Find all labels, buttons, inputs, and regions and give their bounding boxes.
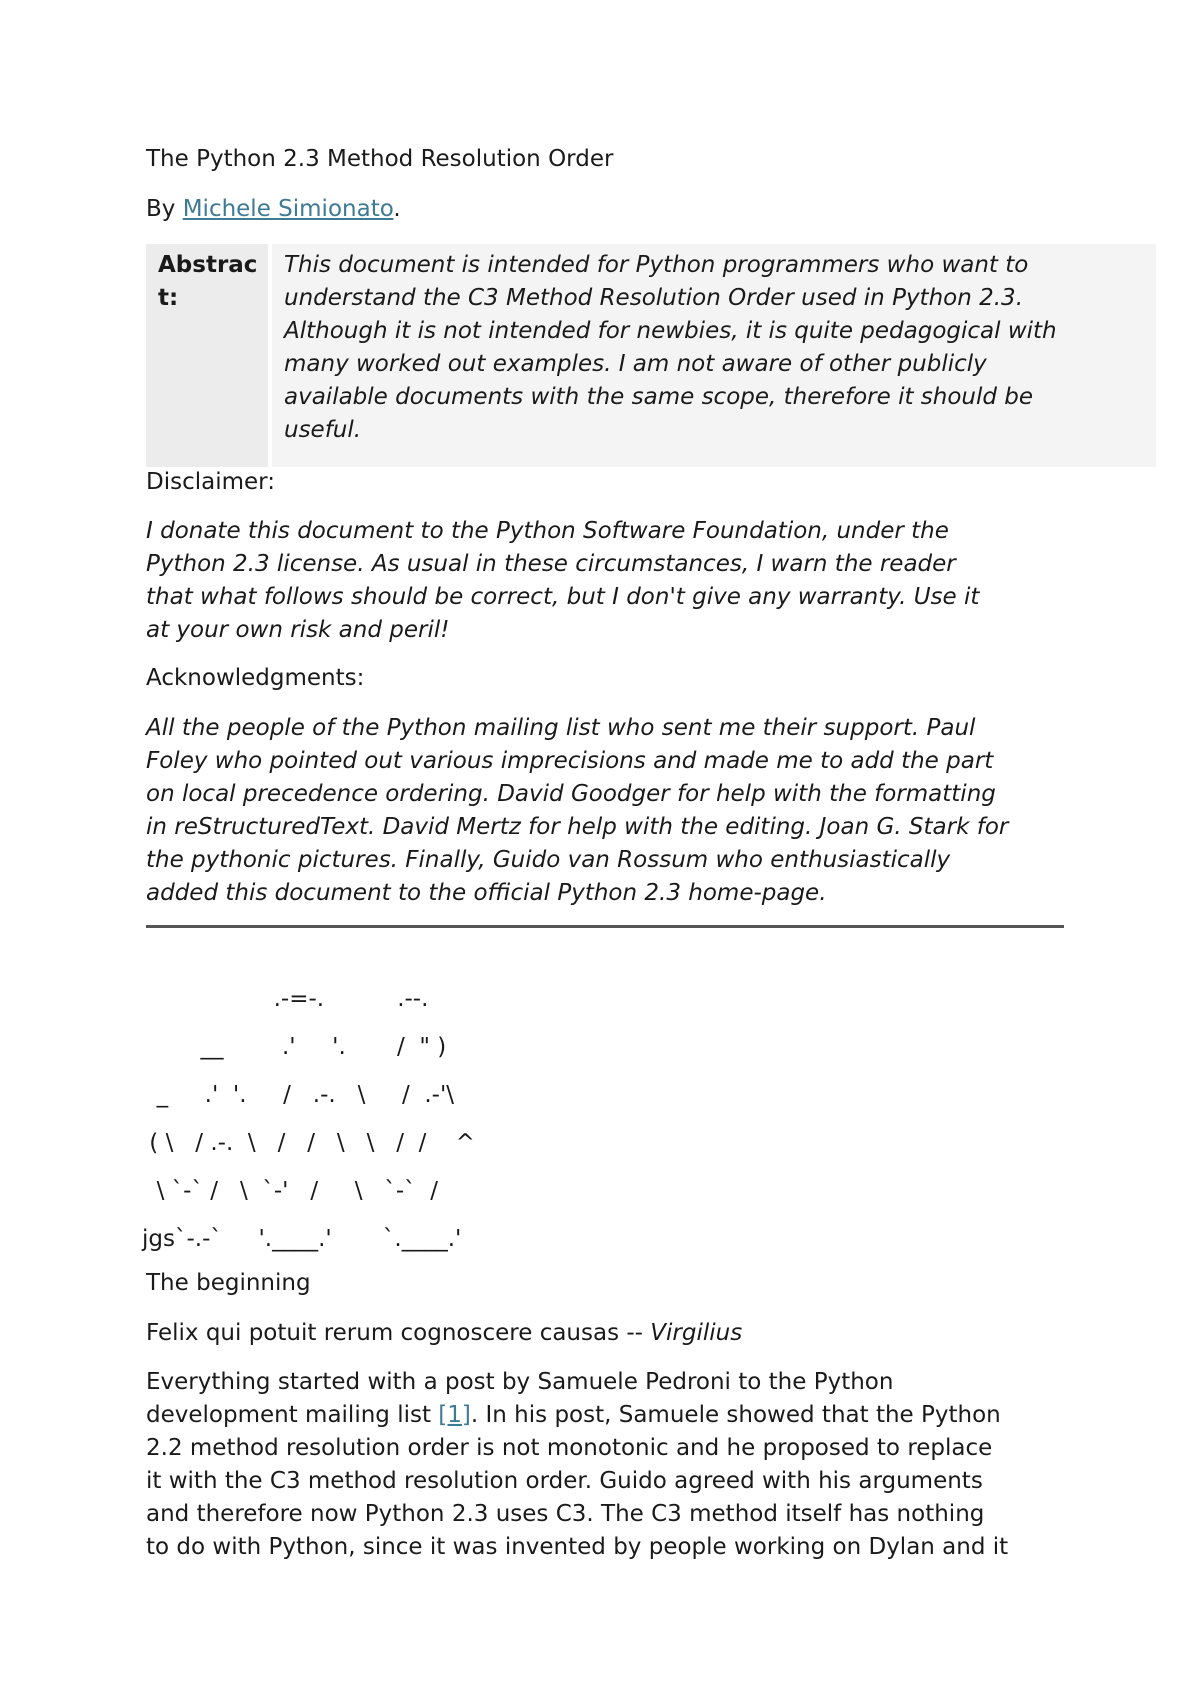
acknowledgments-text	[146, 712, 1008, 910]
abstract-line: This document is intended for Python programmers who want to	[284, 252, 1029, 278]
intro-paragraph	[146, 1366, 1008, 1564]
ascii-art-line: __ .' '. / " )	[142, 1034, 447, 1060]
ascii-art-line: _ .' '. / .-. \ / .-'\	[142, 1082, 455, 1108]
disclaimer-text	[146, 515, 979, 647]
disclaimer-line: that what follows should be correct, but I don't give any warranty. Use it	[146, 584, 980, 610]
acknowledgments-line: on local precedence ordering. David Goodger for help with the formatting	[146, 781, 996, 807]
ascii-art-line: jgs`-.-` '.____.' `.____.'	[142, 1226, 462, 1252]
author-link[interactable]: Michele Simionato	[182, 196, 394, 222]
section-heading: The beginning	[146, 1270, 311, 1296]
abstract-line: Although it is not intended for newbies, it is quite pedagogical with	[284, 318, 1057, 344]
byline-prefix: By	[146, 196, 183, 222]
disclaimer-label: Disclaimer:	[146, 469, 275, 495]
acknowledgments-line: in reStructuredText. David Mertz for help with the editing. Joan G. Stark for	[146, 814, 1009, 840]
abstract-line: understand the C3 Method Resolution Order used in Python 2.3.	[284, 285, 1023, 311]
acknowledgments-label: Acknowledgments:	[146, 665, 365, 691]
abstract-text	[272, 244, 1156, 467]
intro-line: 2.2 method resolution order is not monotonic and he proposed to replace	[146, 1435, 993, 1461]
disclaimer-line: at your own risk and peril!	[146, 617, 450, 643]
abstract-line: many worked out examples. I am not aware of other publicly	[284, 351, 987, 377]
footnote-link[interactable]: [1]	[438, 1402, 471, 1428]
intro-line	[146, 1399, 1008, 1432]
intro-line-end: . In his post, Samuele showed that the Python	[470, 1402, 1001, 1428]
intro-line: to do with Python, since it was invented by people working on Dylan and it	[146, 1534, 1009, 1560]
epigraph-author: Virgilius	[650, 1320, 743, 1346]
intro-line: Everything started with a post by Samuele Pedroni to the Python	[146, 1369, 894, 1395]
acknowledgments-line: All the people of the Python mailing list who sent me their support. Paul	[146, 715, 976, 741]
ascii-art-line: \ `-` / \ `-' / \ `-` /	[142, 1178, 439, 1204]
epigraph	[146, 1317, 742, 1350]
horizontal-rule	[146, 925, 1064, 928]
ascii-art-pythons	[142, 975, 475, 1263]
ascii-art-line: .-=-. .--.	[142, 986, 429, 1012]
intro-line: it with the C3 method resolution order. Guido agreed with his arguments	[146, 1468, 983, 1494]
byline-suffix: .	[393, 196, 401, 222]
abstract-line: useful.	[284, 417, 362, 443]
ascii-art-line: ( \ / .-. \ / / \ \ / / ^	[142, 1130, 475, 1156]
document-title: The Python 2.3 Method Resolution Order	[146, 146, 614, 172]
disclaimer-line: I donate this document to the Python Software Foundation, under the	[146, 518, 949, 544]
byline	[146, 193, 401, 226]
epigraph-text: Felix qui potuit rerum cognoscere causas --	[146, 1320, 651, 1346]
intro-line-start: development mailing list	[146, 1402, 439, 1428]
abstract-box	[146, 244, 1156, 467]
abstract-label: Abstract:	[146, 244, 268, 467]
acknowledgments-line: Foley who pointed out various imprecisions and made me to add the part	[146, 748, 994, 774]
acknowledgments-line: added this document to the official Python 2.3 home-page.	[146, 880, 827, 906]
disclaimer-line: Python 2.3 license. As usual in these circumstances, I warn the reader	[146, 551, 956, 577]
acknowledgments-line: the pythonic pictures. Finally, Guido van Rossum who enthusiastically	[146, 847, 951, 873]
intro-line: and therefore now Python 2.3 uses C3. The C3 method itself has nothing	[146, 1501, 985, 1527]
abstract-line: available documents with the same scope, therefore it should be	[284, 384, 1034, 410]
